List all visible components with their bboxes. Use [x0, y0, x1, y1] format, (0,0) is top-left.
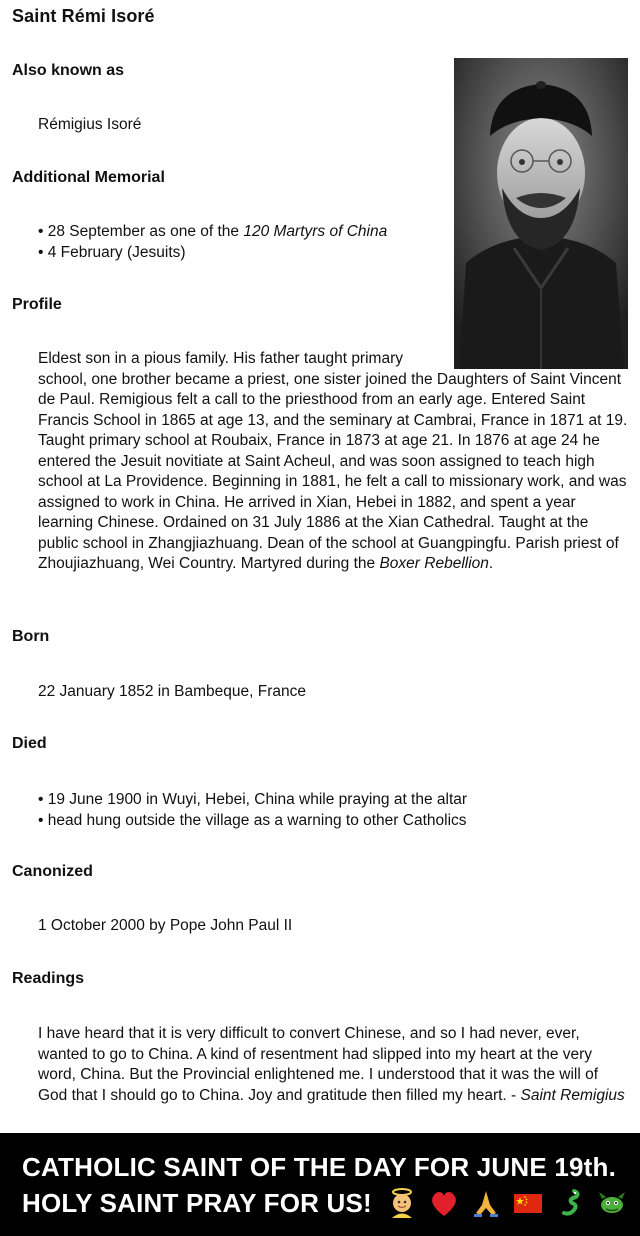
died-list: [38, 789, 467, 831]
list-item: • head hung outside the village as a warning to other Catholics: [38, 810, 467, 831]
additional-memorial-list: [38, 221, 387, 263]
also-known-as-heading: Also known as: [12, 62, 125, 79]
emoji-row: [386, 1187, 628, 1219]
caption-banner: [0, 1133, 640, 1236]
dragon-face-emoji-icon: [596, 1187, 628, 1219]
list-item: • 19 June 1900 in Wuyi, Hebei, China while praying at the altar: [38, 789, 467, 810]
banner-line-2-text: HOLY SAINT PRAY FOR US!: [22, 1187, 372, 1218]
list-item: • 4 February (Jesuits): [38, 242, 387, 263]
additional-memorial-heading: Additional Memorial: [12, 169, 165, 186]
died-heading: Died: [12, 735, 47, 752]
banner-line-1: CATHOLIC SAINT OF THE DAY FOR JUNE 19th.: [22, 1152, 617, 1182]
readings-heading: Readings: [12, 970, 85, 987]
banner-line-2: [22, 1187, 628, 1219]
praying-hands-emoji-icon: [470, 1187, 502, 1219]
china-flag-emoji-icon: [512, 1187, 544, 1219]
canonized-heading: Canonized: [12, 863, 93, 880]
red-heart-emoji-icon: [428, 1187, 460, 1219]
angel-baby-emoji-icon: [386, 1187, 418, 1219]
dragon-emoji-icon: [554, 1187, 586, 1219]
list-item: • 28 September as one of the 120 Martyrs of China: [38, 221, 387, 242]
page-title: Saint Rémi Isoré: [12, 6, 155, 26]
readings-text: I have heard that it is very difficult to convert Chinese, and so I had never, ever, wanted to go to China. A kind of resentment had slipped into my heart at the very word, China. But the Provincial enlightened me. I understood that it was the will of God that I should go to China. Joy and gratitude then filled my heart. - Saint Remigius: [38, 1025, 625, 1104]
also-known-as-text: Rémigius Isoré: [38, 116, 142, 133]
profile-heading: Profile: [12, 296, 62, 313]
born-heading: Born: [12, 628, 50, 645]
canonized-text: 1 October 2000 by Pope John Paul II: [38, 917, 293, 934]
born-text: 22 January 1852 in Bambeque, France: [38, 683, 306, 700]
saint-portrait-image: [454, 58, 628, 369]
profile-text: Eldest son in a pious family. His father taught primary school, one brother became a priest, one sister joined the Daughters of Saint Vincent de Paul. Remigious felt a call to the priesthood from an early age. Entered Saint Francis School in 1865 at age 13, and the seminary at Cambrai, France in 1871 at 19. Taught primary school at Roubaix, France in 1873 at age 21. In 1876 at age 24 he entered the Jesuit novitiate at Saint Acheul, and was soon assigned to teach high school at La Providence. Beginning in 1881, he felt a call to missionary work, and was assigned to work in China. He arrived in Xian, Hebei in 1882, and spent a year learning Chinese. Ordained on 31 July 1886 at the Xian Cathedral. Taught at the public school in Zhangjiazhuang. Dean of the school at Guangpingfu. Parish priest of Zhoujiazhuang, Wei Country. Martyred during the Boxer Rebellion.: [38, 350, 628, 572]
